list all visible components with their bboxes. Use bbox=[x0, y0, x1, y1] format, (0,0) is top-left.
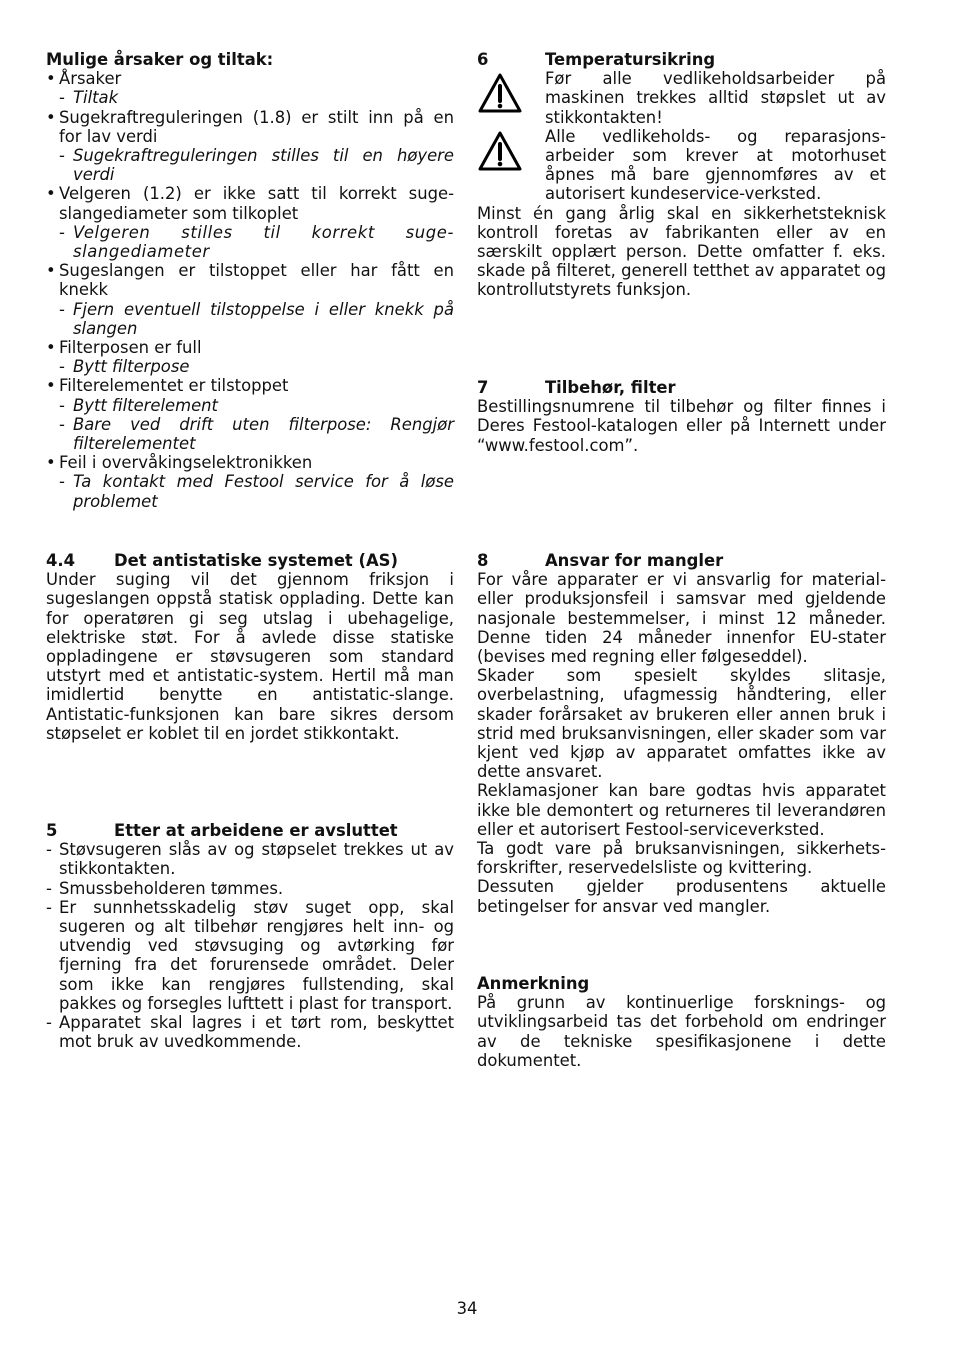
action-item: - Bytt filterelement bbox=[59, 395, 218, 415]
accessories-section bbox=[477, 378, 886, 455]
cause-item: • Sugeslangen er tilstoppet eller har fått en knekk bbox=[46, 261, 454, 300]
section-number: 4.4 bbox=[46, 551, 76, 570]
warning-triangle-icon bbox=[477, 69, 545, 127]
action-item: - Velgeren stilles til korrekt suge-slangediameter bbox=[59, 222, 454, 262]
warning-text: Alle vedlikeholds- og reparasjons-arbeider som krever at motorhuset åpnes må bare gjennomføres av et autorisert kundeservice-verksted. bbox=[545, 126, 886, 204]
bullet-dot: • bbox=[46, 453, 56, 473]
section-number: 6 bbox=[477, 50, 489, 69]
action-item: - Fjern eventuell tilstoppelse i eller knekk på slangen bbox=[59, 299, 454, 338]
warning-notice bbox=[477, 69, 886, 127]
section-title: Ansvar for mangler bbox=[545, 551, 724, 570]
warning-triangle-icon bbox=[477, 127, 545, 204]
section-heading bbox=[46, 551, 454, 570]
section-number: 5 bbox=[46, 821, 58, 840]
note-title: Anmerkning bbox=[477, 974, 590, 993]
bullet-dot: • bbox=[46, 184, 56, 204]
cause-item: • Filterelementet er tilstoppet bbox=[46, 376, 289, 396]
warranty-paragraph: For våre apparater er vi ansvarlig for material- eller produksjonsfeil i samsvar med gjeldende nasjonale bestemmelser, i minst 12 måneder. Denne tiden 24 måneder innenfor EU-stater (bevises med regning eller følgeseddel). bbox=[477, 570, 886, 667]
page-number: 34 bbox=[456, 1299, 478, 1318]
section-title: Tilbehør, filter bbox=[545, 378, 676, 397]
list-item: - Apparatet skal lagres i et tørt rom, beskyttet mot bruk av uvedkommende. bbox=[46, 1013, 454, 1052]
warning-text: Før alle vedlikeholdsarbeider på maskinen trekkes alltid støpslet ut av stikkontakten! bbox=[545, 69, 886, 127]
temperature-section bbox=[477, 50, 886, 300]
action-item: - Bare ved drift uten filterpose: Rengjør filterelementet bbox=[59, 414, 454, 454]
section-title: Det antistatiske systemet (AS) bbox=[114, 551, 398, 570]
action-item: - Sugekraftreguleringen stilles til en høyere verdi bbox=[59, 146, 454, 185]
warranty-paragraph: Skader som spesielt skyldes slitasje, overbelastning, ufagmessig håndtering, eller skader forårsaket av brukeren eller annen bruk i strid med bruksanvisningen, eller skader som var kjent ved kjøp av apparatet omfattes ikke av dette ansvaret. bbox=[477, 666, 886, 782]
section-heading bbox=[477, 551, 886, 570]
warranty-paragraph: Reklamasjoner kan bare godtas hvis apparatet ikke ble demontert og returneres til leverandøren eller et autorisert Festool-serviceverksted. bbox=[477, 781, 886, 839]
section-number: 8 bbox=[477, 551, 489, 570]
list-item: - Støvsugeren slås av og støpselet trekkes ut av stikkontakten. bbox=[46, 840, 454, 879]
section-title: Temperatursikring bbox=[545, 50, 716, 69]
accessories-body: Bestillingsnumrene til tilbehør og filter finnes i Deres Festool-katalogen eller på Internett under “www.festool.com”. bbox=[477, 397, 886, 455]
antistatic-section bbox=[46, 551, 454, 743]
bullet-dot: • bbox=[46, 261, 56, 281]
section-title: Etter at arbeidene er avsluttet bbox=[114, 821, 398, 840]
section-number: 7 bbox=[477, 378, 489, 397]
warranty-section bbox=[477, 551, 886, 916]
warranty-paragraph: Dessuten gjelder produsentens aktuelle betingelser for ansvar ved mangler. bbox=[477, 877, 886, 916]
list-item: - Er sunnhetsskadelig støv suget opp, skal sugeren og alt tilbehør rengjøres helt inn- og utvendig ved støvsuging og avtørking før fjerning fra det forurensede området. Deler som ikke kan rengjøres fullstending, skal pakkes og forsegles lufttett i plast for transport. bbox=[46, 897, 454, 1013]
section-heading bbox=[46, 821, 454, 840]
note-body: På grunn av kontinuerlige forsknings- og utviklingsarbeid tas det forbehold om endringer av de tekniske spesifikasjonene i dette dokumentet. bbox=[477, 993, 886, 1070]
temperature-body: Minst én gang årlig skal en sikkerhetsteknisk kontroll foretas av fabrikanten eller av en særskilt opplært person. Dette omfatter f. eks. skade på filteret, generell tetthet av apparatet og kontrollutstyrets funksjon. bbox=[477, 203, 886, 300]
section-heading bbox=[477, 50, 886, 69]
bullet-dot: • bbox=[46, 107, 56, 127]
cause-item: • Filterposen er full bbox=[46, 338, 202, 358]
warning-notice bbox=[477, 127, 886, 204]
causes-heading: Mulige årsaker og tiltak: bbox=[46, 50, 274, 69]
cause-item: • Feil i overvåkingselektronikken bbox=[46, 453, 313, 473]
list-item: - Smussbeholderen tømmes. bbox=[46, 878, 284, 898]
section-heading bbox=[477, 378, 886, 397]
cause-item: • Velgeren (1.2) er ikke satt til korrekt suge-slangediameter som tilkoplet bbox=[46, 184, 454, 223]
bullet-dot: • bbox=[46, 376, 56, 396]
action-item: - Ta kontakt med Festool service for å løse problemet bbox=[59, 472, 454, 511]
bullet-dot: • bbox=[46, 69, 56, 89]
bullet-dot: • bbox=[46, 338, 56, 358]
antistatic-body: Under suging vil det gjennom friksjon i sugeslangen oppstå statisk opplading. Dette kan for operatøren gi seg utslag i ubehagelige, elektriske støt. For å avlede disse statiske oppladingene er støvsugeren som standard utstyrt med et antistatic-system. Hertil må man imidlertid benytte en antistatic-slange. Antistatic-funksjonen kan bare sikres dersom støpselet er koblet til en jordet stikkontakt. bbox=[46, 570, 454, 743]
after-work-section bbox=[46, 821, 454, 1051]
warranty-paragraph: Ta godt vare på bruksanvisningen, sikkerhets-forskrifter, reservedelsliste og kvittering. bbox=[477, 839, 886, 878]
causes-section bbox=[46, 50, 454, 511]
action-item: - Bytt filterpose bbox=[59, 357, 190, 377]
legend-action: - Tiltak bbox=[59, 88, 119, 108]
note-section bbox=[477, 974, 886, 1070]
cause-item: • Sugekraftreguleringen (1.8) er stilt inn på en for lav verdi bbox=[46, 107, 454, 146]
legend-cause: • Årsaker bbox=[46, 69, 122, 89]
